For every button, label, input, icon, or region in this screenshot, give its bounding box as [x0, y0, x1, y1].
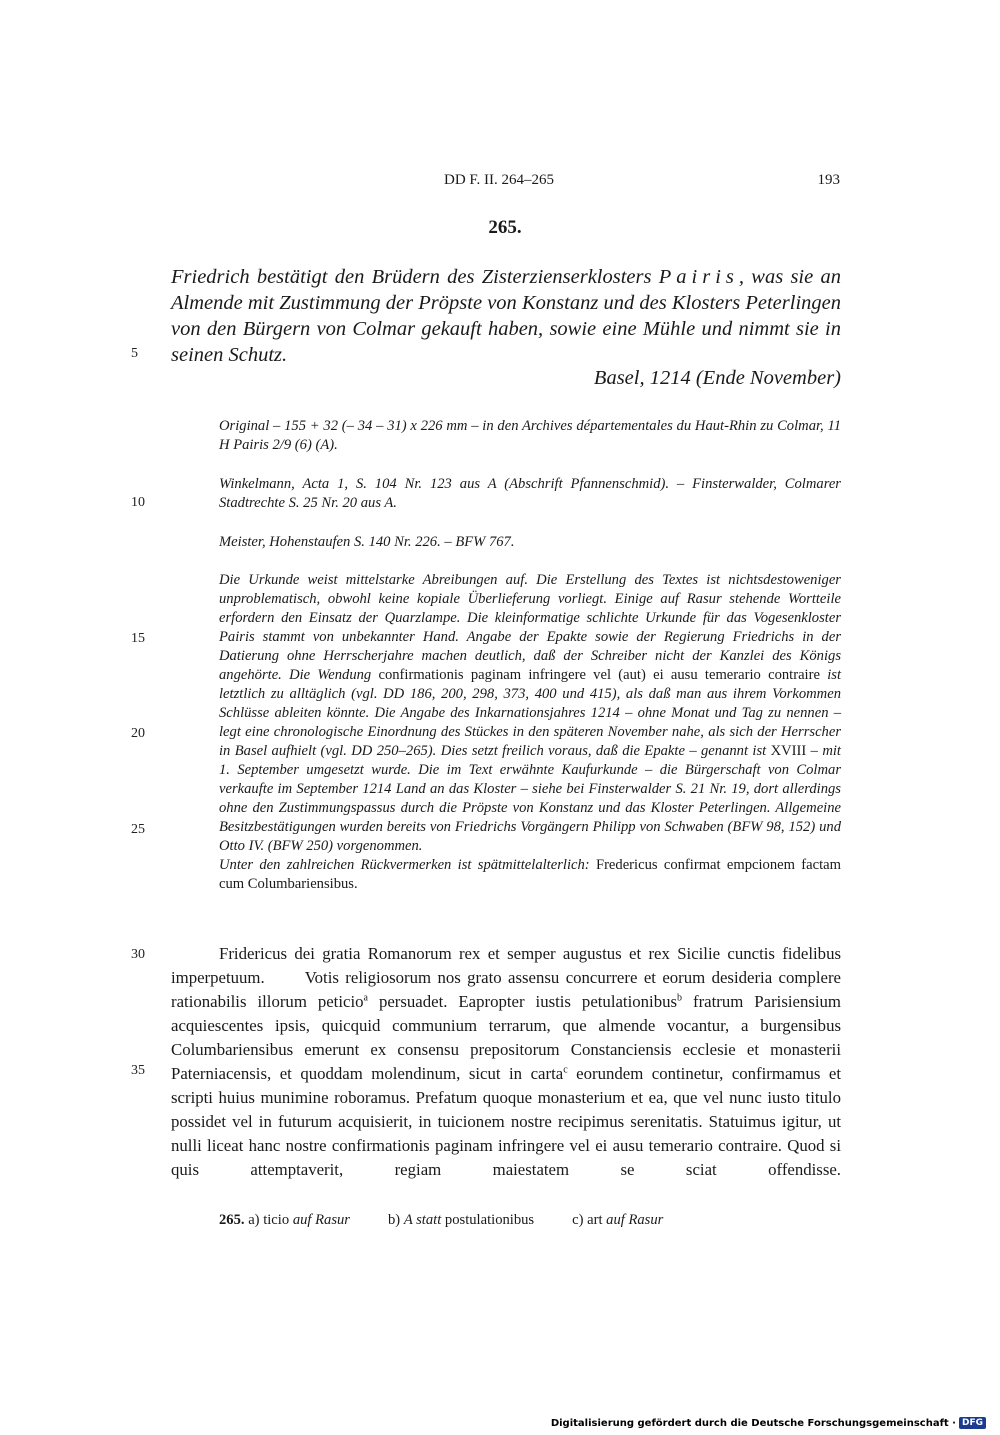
place-date: Basel, 1214 (Ende November) [593, 367, 841, 389]
regest-place: Pairis [658, 266, 739, 288]
page-number: 193 [817, 172, 840, 188]
dfg-logo-icon: DFG [959, 1417, 986, 1429]
dorsal-quote: Fredericus confirmat empcionem factam cum Columbariensibus. [219, 857, 841, 892]
footnote-b-prefix: A statt [403, 1212, 442, 1228]
charter-part-2: Votis religiosorum nos grato assensu concurrere et eorum desideria complere rationabilis illorum peticio [171, 968, 841, 1011]
note-original: Original – 155 + 32 (– 34 – 31) x 226 mm – in den Archives départementales du Haut-Rhin zu Colmar, 11 H Pairis 2/9 (6) (A). [219, 418, 841, 453]
note-commentary [219, 571, 841, 894]
footnote-mark-c: c [563, 1064, 568, 1076]
footnotes [219, 1212, 663, 1229]
footnote-mark-b: b [677, 992, 683, 1004]
document-number: 265. [488, 217, 522, 238]
charter-text [171, 942, 841, 1182]
line-number: 10 [131, 495, 145, 510]
charter-intitulatio: Fridericus dei gratia Romanorum rex et semper augustus et rex Sicilie cunctis fidelibus imperpetuum. [171, 944, 841, 987]
charter-part-4: fratrum Parisiensium acquiescentes ipsis, quicquid communium terrarum, que almende vocantur, a burgensibus Columbariensibus emerunt ex consensu prepositorum Constanciensis ecclesie et monasterii Paterniacensis, et quoddam molendinum, sicut in carta [171, 992, 841, 1083]
commentary-part-2: ist letztlich zu alltäglich (vgl. DD 186, 200, 298, 373, 400 und 415), als daß man aus ihrem Vorkommen Schlüsse ableiten könnte. Die Angabe des Inkarnationsjahres 1214 – ohne Monat und Tag zu nennen – legt eine chronologische Einordnung des Stückes in den späteren November nahe, als sich der Herrscher in Basel aufhielt (vgl. DD 250–265). Dies setzt freilich voraus, daß die Epakte – genannt ist [219, 667, 842, 759]
footnote-c-note: auf Rasur [606, 1212, 664, 1228]
line-number: 20 [131, 726, 145, 741]
line-number: 25 [131, 822, 145, 837]
line-number: 5 [131, 346, 138, 361]
regest-part-1: Friedrich bestätigt den Brüdern des Zisterzienserklosters [171, 266, 659, 288]
footnote-a-note: auf Rasur [292, 1212, 350, 1228]
charter-part-3: persuadet. Eapropter iustis petulationibus [367, 992, 678, 1011]
commentary-epakte: XVIII [770, 743, 807, 759]
line-number: 30 [131, 947, 145, 962]
note-regesta: Meister, Hohenstaufen S. 140 Nr. 226. – BFW 767. [219, 534, 515, 550]
footnote-a-letter: a) [248, 1212, 260, 1228]
commentary-quote: confirmationis paginam infringere vel (aut) ei ausu temerario contraire [378, 667, 820, 683]
line-number: 15 [131, 631, 145, 646]
note-editions: Winkelmann, Acta 1, S. 104 Nr. 123 aus A (Abschrift Pfannenschmid). – Finsterwalder, Colmarer Stadtrechte S. 25 Nr. 20 aus A. [219, 476, 841, 511]
footnote-c-word: art [587, 1212, 603, 1228]
commentary-part-3: – mit 1. September umgesetzt wurde. Die im Text erwähnte Kaufurkunde – die Bürgerschaft von Colmar verkaufte im September 1214 Land an das Kloster – siehe bei Finsterwalder S. 21 Nr. 19, dort allerdings ohne den Zustimmungspassus durch die Pröpste von Konstanz und das Kloster Peterlingen. Allgemeine Besitzbestätigungen wurden bereits von Friedrichs Vorgängern Philipp von Schwaben (BFW 98, 152) und Otto IV. (BFW 250) vorgenommen. [219, 743, 841, 854]
footnote-c-letter: c) [572, 1212, 584, 1228]
footnote-a-word: ticio [263, 1212, 290, 1228]
footnote-doc-number: 265. [219, 1212, 245, 1228]
regest [171, 264, 841, 368]
running-head: DD F. II. 264–265 [444, 172, 555, 188]
footnote-b-letter: b) [387, 1212, 401, 1228]
digitization-text: Digitalisierung gefördert durch die Deutsche Forschungsgemeinschaft · [550, 1417, 956, 1429]
line-number: 35 [131, 1063, 145, 1078]
digitization-notice [551, 1417, 986, 1429]
footnote-mark-a: a [363, 992, 368, 1004]
commentary-part-1: Die Urkunde weist mittelstarke Abreibungen auf. Die Erstellung des Textes ist nichtsdestoweniger unproblematisch, obwohl keine kopiale Überlieferung vorliegt. Einige auf Rasur stehende Wortteile erfordern den Einsatz der Quarzlampe. Die kleinformatige schlichte Urkunde für das Vogesenkloster Pairis stammt von unbekannter Hand. Angabe der Epakte sowie der Regierung Friedrichs in der Datierung ohne Herrscherjahre machen deutlich, daß der Schreiber nicht der Kanzlei des Königs angehörte. Die Wendung [219, 572, 841, 683]
footnote-b-word: postulationibus [444, 1212, 535, 1228]
regest-part-2: , was sie an Almende mit Zustimmung der Pröpste von Konstanz und des Klosters Peterlingen von den Bürgern von Colmar gekauft haben, sowie eine Mühle und nimmt sie in seinen Schutz. [171, 266, 841, 366]
charter-part-5: eorundem continetur, confirmamus et scripti huius munimine roboramus. Prefatum quoque monasterium et ea, que vel nunc iusto titulo possidet vel in futurum acquisierit, in tuicionem nostre recipimus serenitatis. Statuimus igitur, ut nulli liceat hanc nostre confirmationis paginam infringere vel ei ausu temerario contraire. Quod si quis attemptaverit, regiam maiestatem se sciat offendisse. [171, 1064, 841, 1179]
dorsal-note: Unter den zahlreichen Rückvermerken ist spätmittelalterlich: [219, 857, 596, 873]
